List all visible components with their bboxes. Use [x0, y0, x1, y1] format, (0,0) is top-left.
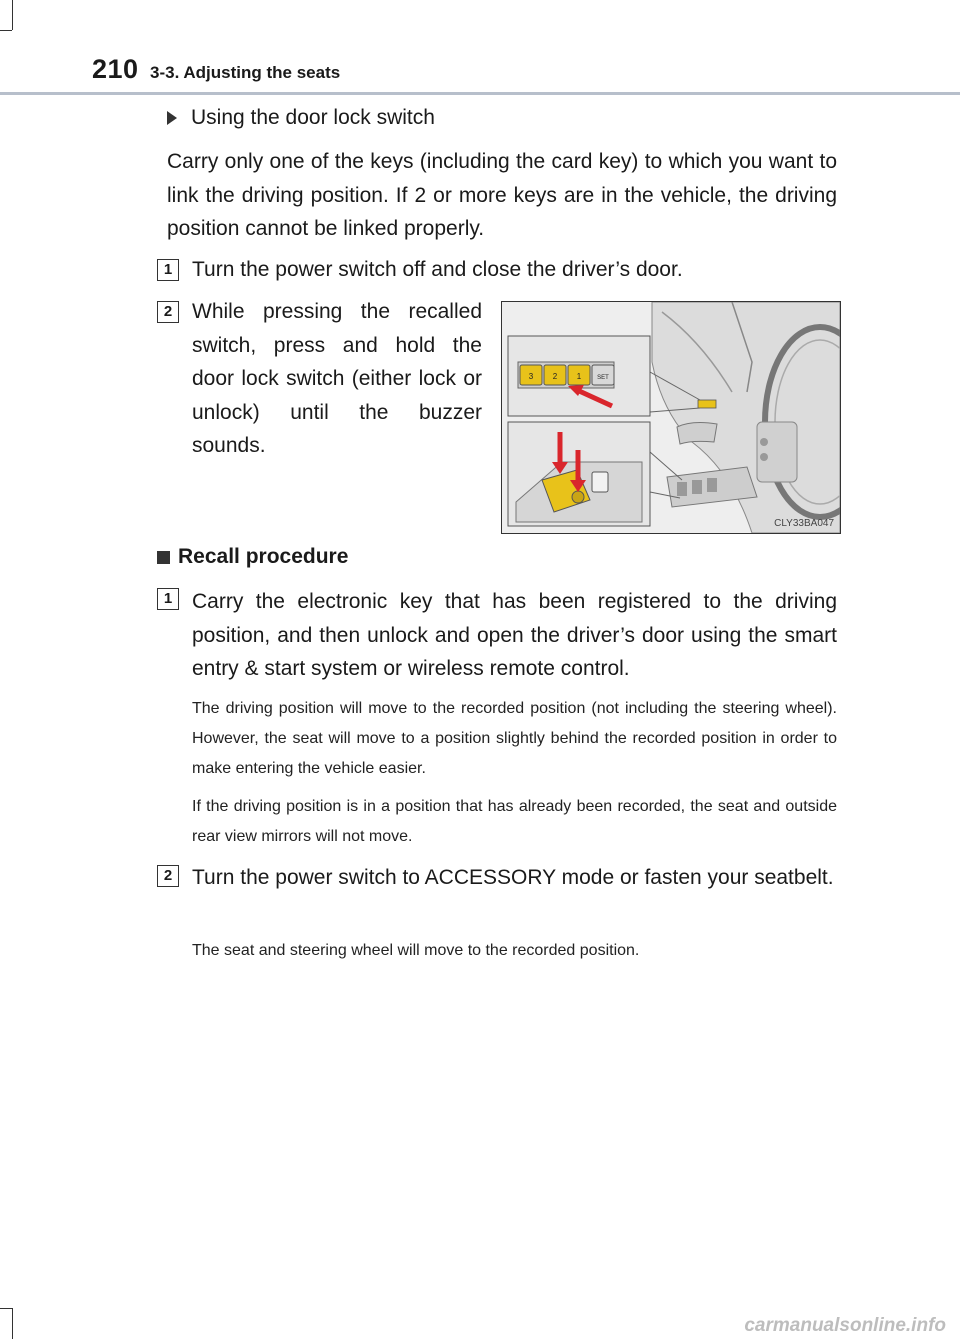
header-rule [0, 92, 960, 95]
subheading-text: Using the door lock switch [191, 106, 435, 129]
triangle-bullet-icon [167, 111, 177, 125]
recall-heading-text: Recall procedure [178, 545, 349, 568]
step-number-box: 1 [157, 259, 179, 281]
step-text: Turn the power switch off and close the driver’s door. [192, 258, 683, 281]
step-number-box: 1 [157, 588, 179, 610]
crop-mark-bottom-left-v [12, 1308, 13, 1339]
switch-label: SET [597, 375, 609, 381]
square-bullet-icon [157, 551, 170, 564]
subheading [167, 106, 435, 130]
figure-code: CLY33BA047 [774, 518, 834, 529]
step-text: Turn the power switch to ACCESSORY mode or fasten your seatbelt. [192, 866, 834, 889]
door-switch-illustration [501, 301, 841, 534]
note-text: If the driving position is in a position that has already been recorded, the seat and outside rear view mirrors will not move. [192, 798, 837, 845]
intro-paragraph: Carry only one of the keys (including the card key) to which you want to link the driving position. If 2 or more keys are in the vehicle, the driving position cannot be linked properly. [167, 150, 837, 240]
page-header [0, 0, 960, 100]
switch-label: 3 [528, 372, 534, 381]
step-text: While pressing the recalled switch, press and hold the door lock switch (either lock or unlock) until the buzzer sounds. [192, 300, 482, 457]
step-text: Carry the electronic key that has been registered to the driving position, and then unlock and open the driver’s door using the smart entry & start system or wireless remote control. [192, 590, 837, 680]
footer-watermark: carmanualsonline.info [744, 1315, 946, 1336]
section-title: 3-3. Adjusting the seats [150, 63, 341, 82]
illustration-graphic [502, 302, 840, 533]
note-text: The driving position will move to the recorded position (not including the steering wheel). However, the seat will move to a position slightly behind the recorded position in order to make entering the vehicle easier. [192, 700, 837, 777]
switch-label: 2 [552, 372, 558, 381]
note-text: The seat and steering wheel will move to the recorded position. [192, 942, 640, 959]
recall-heading [157, 545, 348, 569]
step-number-box: 2 [157, 865, 179, 887]
page-number: 210 [92, 54, 139, 84]
switch-label: 1 [576, 372, 582, 381]
step-number-box: 2 [157, 301, 179, 323]
crop-mark-bottom-left-h [0, 1308, 12, 1309]
